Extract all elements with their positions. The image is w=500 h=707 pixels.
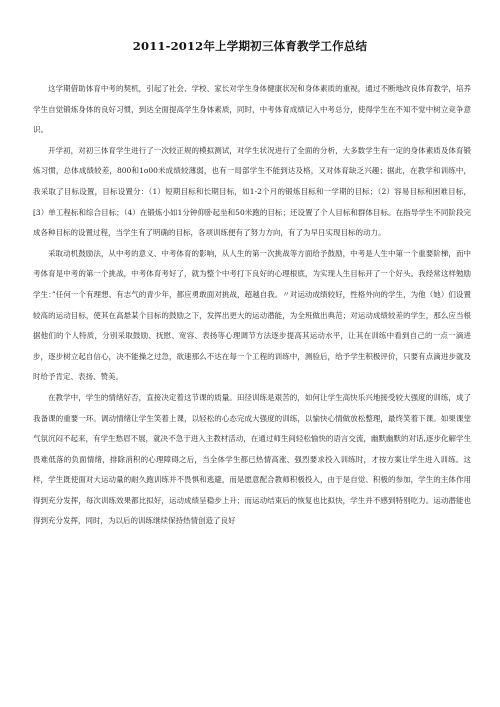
paragraph-goal-setting: 开学初，对初三体育学生进行了一次较正规的模拟测试，对学生状况进行了全面的分析，大多数学生有一定的身体素质及体育锻炼习惯，总体成绩较差，800和1o00米成绩较薄弱，也有一局部学生不能到达及格，又对体育缺乏兴趣；据此，在教学和训练中，我采取了目标设置，目标设置分：（1）短期目标和长期目标，如1-2个月的锻炼目标和一学期的目标；（2）容易目标和困难目标，[3）单工程标和综合目标；（4）在锻炼小如1分钟仰卧起坐和50米跑的目标；还设置了个人目标和群体目标。在指导学生不同阶段完成各种目标的设置过程，当学生有了明确的目标，各项训练便有了努力方向，有了为早日实现目标的动力。 — [33, 145, 471, 238]
paragraph-intro: 这学期借助体育中考的契机，引起了社会、学校、家长对学生身体健康状况和身体素质的重视，通过不断地改良体育教学，培养学生自觉锻炼身体的良好习惯，到达全面提高学生身体素质，同时，中考体育成绩记入中考总分，使得学生在不知不觉中树立竞争意识。 — [33, 84, 471, 135]
document-title: 2011-2012年上学期初三体育教学工作总结 — [132, 39, 368, 53]
paragraph-emotion: 在教学中，学生的情绪好否，直接决定着这节课的质量。田径训练是艰苦的，如何让学生高快乐兴地接受较大强度的训练，成了我备课的重要一环。调动情绪让学生笑着上课，以轻松的心态完成大强度的训练，以愉快心情做放松整理，最终笑着下课。如果课堂气氛沉闷不起来，有学生愁眉不展，就决不急于进入主教材活动，在通过师生间轻松愉快的语言交流，幽默幽默的对话,逐步化解学生畏难低落的负面情绪，排除消积的心理障碍之后，当全体学生都已热情高涨、强烈要求投入训练时，才按方案让学生进入训练。这样，学生既使面对大运动量的耐久跑训练并不畏惧和逃避，而是愿意配合教师积极投入，由于是自觉、积极的参加，学生的主体作用得到充分发挥，每次训练效果都比拟好，运动成绩呈稳步上升；而运动结束后的恢复也比拟快，学生并不感到特别吃力。运动潜能也得到充分发挥，同时，为以后的训练继续保持热情创造了良好 — [33, 392, 471, 526]
paragraph-motivation: 采取动机鼓励法，从中考的意义、中考体育的影响，从人生的第一次挑战等方面给予鼓励，中考是人生中第一个重要阶梯，而中考体育是中考的第一个挑战，中考体育考好了，就为整个中考打下良好的心理根底，为实现人生目标开了一个好头。我经常这样勉励学生：”任何一个有理想、有志气的青少年，都应勇敢面对挑战，超越自我。〃对运动成绩较好，性格外向的学生，为他（她）们设置较高的运动目标，使其在高悬某个目标的鼓励之下，发挥出更大的运动潜能，为全班做出典范；对运动成绩较差的学生，那么应当根据他们的个人特质，分别采取鼓励、抚慰、宽容、表扬等心理调节方法逐步提高其运动水平，让其在训练中看到自己的一点一滴进步，逐步树立起自信心，决不能操之过急，欲速那么不达在每一个工程的训练中，测验后，给予学生积极评价，只要有点滴进步就及时给予肯定、表扬、赞美。 — [33, 248, 471, 382]
document-body — [33, 79, 471, 532]
